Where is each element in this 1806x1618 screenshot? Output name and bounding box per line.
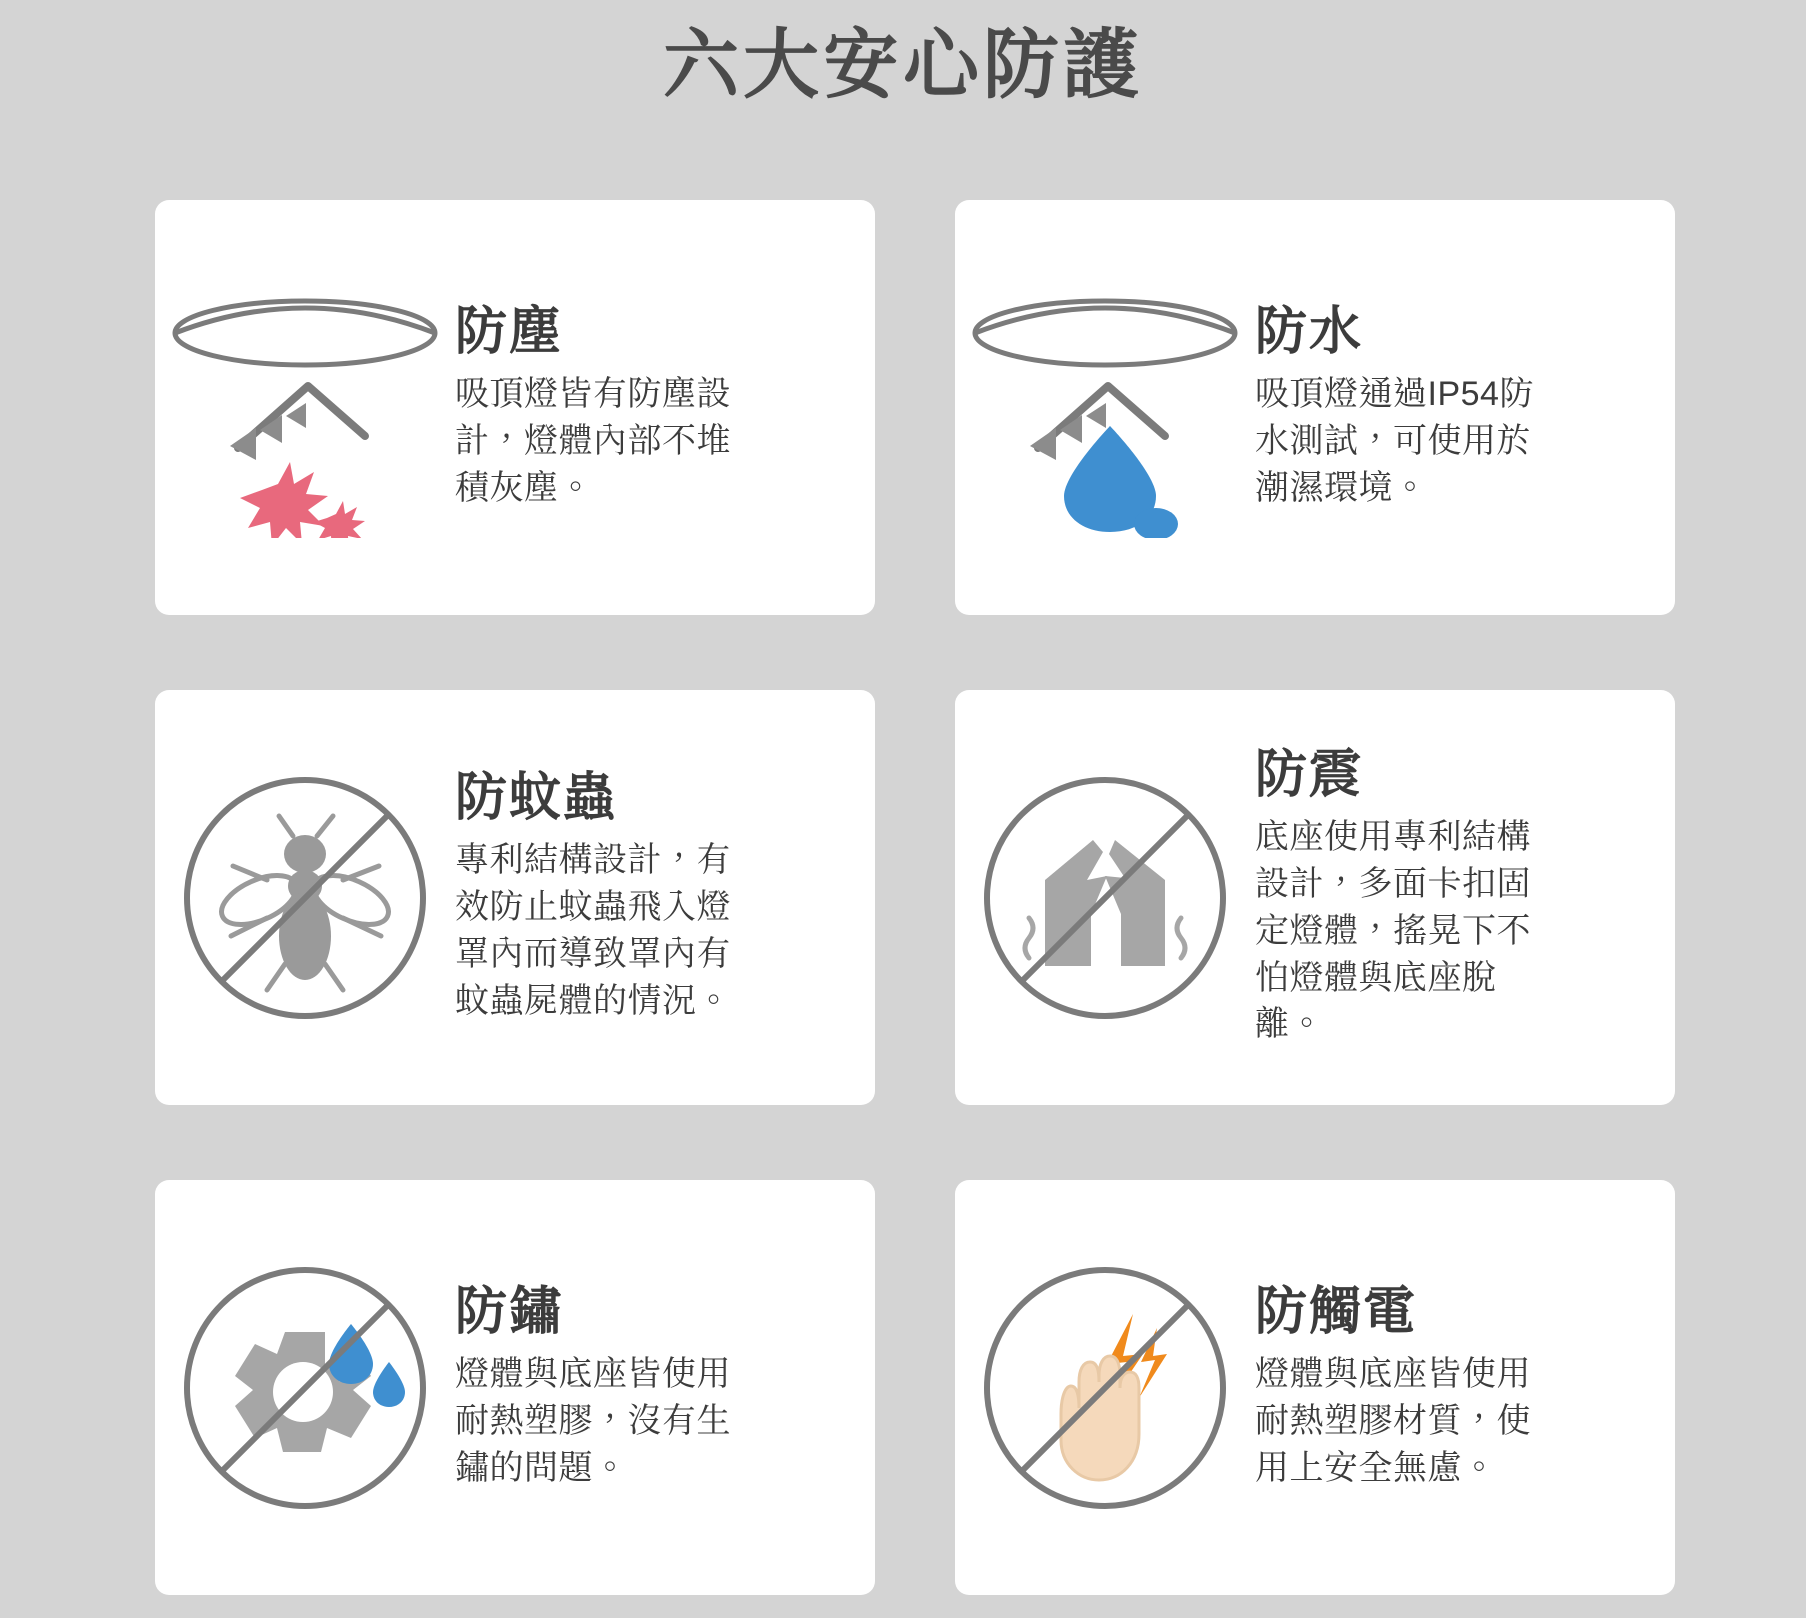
feature-title: 防水 — [1255, 302, 1364, 361]
feature-description: 燈體與底座皆使用耐熱塑膠，沒有生鏽的問題。 — [455, 1354, 731, 1487]
feature-title: 防鏽 — [455, 1282, 564, 1341]
feature-card-body — [1255, 304, 1675, 512]
feature-card-shock — [955, 690, 1675, 1105]
electric-shock-proof-icon — [955, 1180, 1255, 1595]
feature-card-dust — [155, 200, 875, 615]
feature-card-body — [455, 770, 875, 1025]
water-proof-icon — [955, 200, 1255, 615]
feature-description: 吸頂燈皆有防塵設計，燈體內部不堆積灰塵。 — [455, 374, 731, 507]
feature-title: 防塵 — [455, 302, 564, 361]
dust-proof-icon — [155, 200, 455, 615]
feature-description: 底座使用專利結構設計，多面卡扣固定燈體，搖晃下不怕燈體與底座脫離。 — [1255, 817, 1531, 1044]
feature-card-body — [1255, 747, 1675, 1049]
rust-proof-icon — [155, 1180, 455, 1595]
feature-card-body — [455, 1284, 875, 1492]
feature-card-electric — [955, 1180, 1675, 1595]
feature-card-water — [955, 200, 1675, 615]
feature-description: 燈體與底座皆使用耐熱塑膠材質，使用上安全無慮。 — [1255, 1354, 1531, 1487]
feature-card-grid — [155, 200, 1675, 1595]
feature-card-rust — [155, 1180, 875, 1595]
page-title: 六大安心防護 — [663, 23, 1143, 108]
shock-proof-icon — [955, 690, 1255, 1105]
feature-description: 專利結構設計，有效防止蚊蟲飛入燈罩內而導致罩內有蚊蟲屍體的情況。 — [455, 841, 731, 1020]
feature-card-body — [1255, 1284, 1675, 1492]
feature-description: 吸頂燈通過IP54防水測試，可使用於潮濕環境。 — [1255, 374, 1534, 507]
insect-proof-icon — [155, 690, 455, 1105]
feature-title: 防蚊蟲 — [455, 769, 618, 828]
feature-title: 防觸電 — [1255, 1282, 1418, 1341]
feature-card-insect — [155, 690, 875, 1105]
feature-title: 防震 — [1255, 745, 1364, 804]
feature-card-body — [455, 304, 875, 512]
